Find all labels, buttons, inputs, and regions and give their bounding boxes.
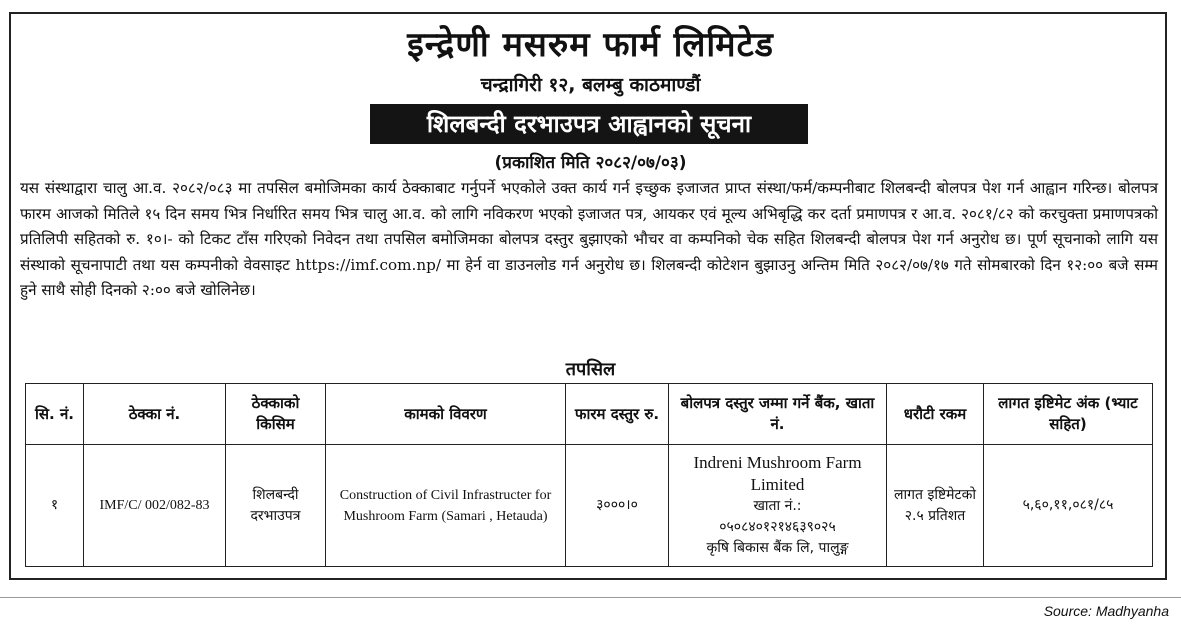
cell-contract-type: शिलबन्दी दरभाउपत्र	[226, 445, 326, 567]
cell-cost-estimate: ५,६०,११,०८१/८५	[984, 445, 1153, 567]
cell-work-description: Construction of Civil Infrastructer for Mushroom Farm (Samari , Hetauda)	[326, 445, 566, 567]
header-contract-no: ठेक्का नं.	[84, 384, 226, 445]
cell-serial-no: १	[26, 445, 84, 567]
tender-schedule-table	[25, 383, 1153, 567]
bank-name: Indreni Mushroom Farm Limited	[693, 453, 862, 494]
source-divider	[0, 597, 1181, 598]
account-label: खाता नं.:	[753, 498, 802, 514]
notice-title-banner: शिलबन्दी दरभाउपत्र आह्वानको सूचना	[370, 104, 808, 144]
header-deposit-amount: धरौटी रकम	[887, 384, 984, 445]
notice-body-text: यस संस्थाद्वारा चालु आ.व. २०८२/०८३ मा तपसिल बमोजिमका कार्य ठेक्काबाट गर्नुपर्ने भएकोले उक्त कार्य गर्न इच्छुक इजाजत प्राप्त संस्था/फर्म/कम्पनीबाट शिलबन्दी बोलपत्र पेश गर्न आह्वान गरिन्छ। बोलपत्र फारम आजको मितिले १५ दिन समय भित्र निर्धारित समय भित्र चालु आ.व. को लागि नविकरण भएको इजाजत पत्र, आयकर एवं मूल्य अभिबृद्धि कर दर्ता प्रमाणपत्र र आ.व. २०८१/८२ को करचुक्ता प्रमाणपत्रको प्रतिलिपी सहितको रु. १०।- को टिकट टाँस गरिएको निवेदन तथा तपसिल बमोजिमका बोलपत्र दस्तुर बुझाएको भौचर वा कम्पनिको चेक सहित शिलबन्दी बोलपत्र पेश गर्न अनुरोध छ। पूर्ण सूचनाको लागि यस संस्थाको सूचनापाटी तथा यस कम्पनीको वेवसाइट https://imf.com.np/ मा हेर्न वा डाउनलोड गर्न अनुरोध छ। शिलबन्दी कोटेशन बुझाउनु अन्तिम मिति २०८२/०७/१७ गते सोमबारको दिन १२:०० बजे सम्म हुने साथै सोही दिनको २:०० बजे खोलिनेछ।	[20, 179, 1158, 299]
header-contract-type: ठेक्काको किसिम	[226, 384, 326, 445]
bank-branch: कृषि बिकास बैंक लि, पालुङ्ग	[706, 540, 849, 556]
company-address: चन्द्रागिरी १२, बलम्बु काठमाण्डौं	[480, 74, 701, 96]
header-cost-estimate: लागत इष्टिमेट अंक (भ्याट सहित)	[984, 384, 1153, 445]
account-number: ०५०८४०१२१४६३९०२५	[719, 519, 836, 535]
cell-contract-no: IMF/C/ 002/082-83	[84, 445, 226, 567]
schedule-heading: तपसिल	[565, 359, 616, 380]
header-bank-account: बोलपत्र दस्तुर जम्मा गर्ने बैंक, खाता नं.	[669, 384, 887, 445]
company-name: इन्द्रेणी मसरुम फार्म लिमिटेड	[407, 25, 774, 65]
cell-deposit-amount: लागत इष्टिमेटको २.५ प्रतिशत	[887, 445, 984, 567]
cell-form-fee: ३०००।०	[566, 445, 669, 567]
cell-bank-account	[669, 445, 887, 567]
table-header-row	[26, 384, 1153, 445]
header-form-fee: फारम दस्तुर रु.	[566, 384, 669, 445]
header-serial-no: सि. नं.	[26, 384, 84, 445]
published-date: (प्रकाशित मिति २०८२/०७/०३)	[494, 153, 687, 173]
source-credit: Source: Madhyanha	[1043, 603, 1169, 619]
table-row	[26, 445, 1153, 567]
header-work-description: कामको विवरण	[326, 384, 566, 445]
